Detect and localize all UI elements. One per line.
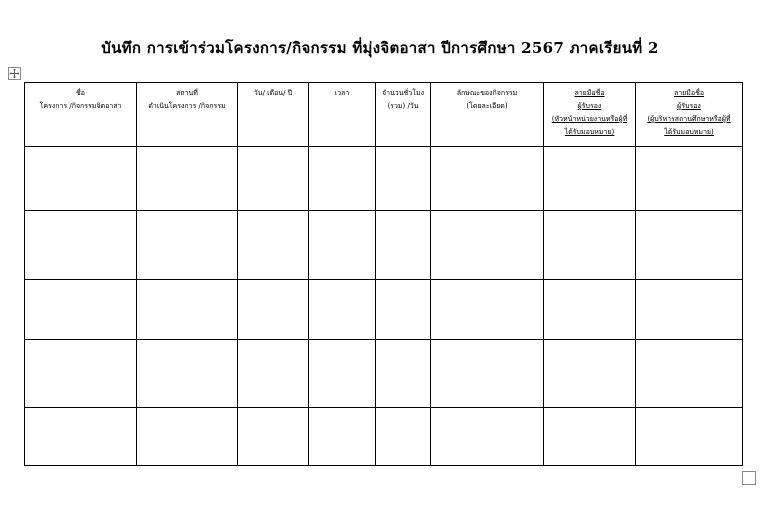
header-line: (โดยละเอียด) [466, 102, 508, 110]
header-line: ลายมือชื่อ [673, 89, 705, 97]
header-time[interactable] [309, 83, 376, 147]
header-line: ได้รับมอบหมาย) [664, 128, 714, 136]
document-title: บันทึก การเข้าร่วมโครงการ/กิจกรรม ที่มุ่งจิตอาสา ปีการศึกษา 2567 ภาคเรียนที่ 2 [101, 39, 659, 57]
header-hours[interactable] [376, 83, 431, 147]
header-certifier-school-director[interactable] [636, 83, 743, 147]
header-line: สถานที่ [176, 89, 198, 97]
table-cell[interactable] [636, 280, 743, 340]
header-line: เวลา [334, 89, 350, 97]
table-cell[interactable] [431, 340, 544, 408]
table-cell[interactable] [544, 211, 636, 280]
table-cell[interactable] [137, 408, 238, 466]
table-cell[interactable] [376, 340, 431, 408]
table-cell[interactable] [137, 211, 238, 280]
table-cell[interactable] [309, 211, 376, 280]
table-cell[interactable] [137, 147, 238, 211]
table-row [25, 280, 743, 340]
table-cell[interactable] [431, 280, 544, 340]
header-line: วัน/ เดือน/ ปี [253, 89, 293, 97]
table-cell[interactable] [376, 408, 431, 466]
table-cell[interactable] [544, 408, 636, 466]
header-row [25, 83, 743, 147]
header-line: จำนวนชั่วโมง [381, 89, 424, 97]
table-cell[interactable] [636, 211, 743, 280]
header-line: ลักษณะของกิจกรรม [456, 89, 518, 97]
table-cell[interactable] [636, 340, 743, 408]
table-cell[interactable] [636, 147, 743, 211]
table-cell[interactable] [137, 280, 238, 340]
table-row [25, 147, 743, 211]
table-cell[interactable] [431, 408, 544, 466]
header-line: (ผู้บริหารสถานศึกษาหรือผู้ที่ [647, 115, 731, 123]
table-cell[interactable] [376, 280, 431, 340]
table-resize-handle[interactable] [742, 471, 756, 485]
header-date[interactable] [238, 83, 309, 147]
table-cell[interactable] [25, 280, 137, 340]
table-cell[interactable] [309, 340, 376, 408]
header-line: ลายมือชื่อ [574, 89, 605, 97]
table-cell[interactable] [137, 340, 238, 408]
table-cell[interactable] [376, 147, 431, 211]
header-project-name[interactable] [25, 83, 137, 147]
table-cell[interactable] [431, 147, 544, 211]
table-cell[interactable] [238, 211, 309, 280]
table-cell[interactable] [636, 408, 743, 466]
table-cell[interactable] [309, 408, 376, 466]
header-line: โครงการ /กิจกรรมจิตอาสา [39, 102, 122, 110]
table-cell[interactable] [25, 211, 137, 280]
table-cell[interactable] [376, 211, 431, 280]
table-row [25, 340, 743, 408]
header-activity-description[interactable] [431, 83, 544, 147]
table-cell[interactable] [544, 147, 636, 211]
header-line: ผู้รับรอง [677, 102, 701, 110]
table-cell[interactable] [25, 340, 137, 408]
activity-record-table [24, 82, 743, 466]
table-cell[interactable] [544, 340, 636, 408]
header-line: ดำเนินโครงการ /กิจกรรม [148, 102, 226, 110]
table-cell[interactable] [25, 408, 137, 466]
table-row [25, 408, 743, 466]
table-cell[interactable] [238, 408, 309, 466]
table-cell[interactable] [25, 147, 137, 211]
table-cell[interactable] [238, 280, 309, 340]
table-cell[interactable] [238, 340, 309, 408]
table-cell[interactable] [309, 280, 376, 340]
header-line: (รวม) /วัน [387, 102, 419, 110]
header-line: ผู้รับรอง [577, 102, 602, 110]
table-cell[interactable] [309, 147, 376, 211]
table-cell[interactable] [238, 147, 309, 211]
header-location[interactable] [137, 83, 238, 147]
header-line: ได้รับมอบหมาย) [564, 128, 615, 136]
table-cell[interactable] [544, 280, 636, 340]
table-row [25, 211, 743, 280]
table-move-handle-icon[interactable] [8, 67, 21, 80]
table-cell[interactable] [431, 211, 544, 280]
header-certifier-department-head[interactable] [544, 83, 636, 147]
header-line: ชื่อ [76, 89, 85, 97]
header-line: (หัวหน้าหน่วยงานหรือผู้ที่ [551, 115, 628, 123]
